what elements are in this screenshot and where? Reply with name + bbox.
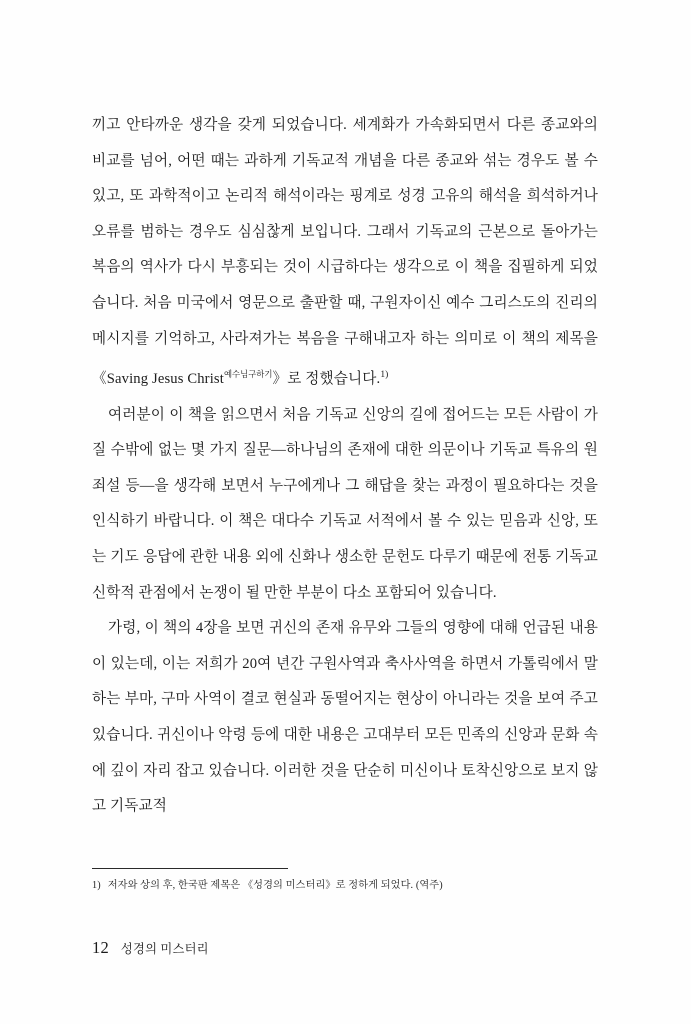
ruby-gloss-korean: 예수님구하기 [223,370,273,380]
paragraph-1 [92,108,598,398]
page-text-body [92,108,598,825]
running-title: 성경의 미스터리 [120,942,209,956]
footnote-number: 1) [92,880,101,891]
page-number: 12 [92,938,109,957]
footnote-body-text: 저자와 상의 후, 한국판 제목은 《성경의 미스터리》로 정하게 되었다. (역주) [107,880,443,891]
footnote-separator-rule [92,868,288,869]
footnote-reference-1[interactable]: 1) [380,370,389,381]
paragraph-1-text-part-1: 끼고 안타까운 생각을 갖게 되었습니다. 세계화가 가속화되면서 다른 종교와의 비교를 넘어, 어떤 때는 과하게 기독교적 개념을 다른 종교와 섞는 경우도 볼 수 있고, 또 과학적이고 논리적 해석이라는 핑계로 성경 고유의 해석을 희석하거나 오류를 범하는 경우도 심심찮게 보입니다. 그래서 기독교의 근본으로 돌아가는 복음의 역사가 다시 부흥되는 것이 시급하다는 생각으로 이 책을 집필하게 되었습니다. 처음 미국에서 영문으로 출판할 때, 구원자이신 예수 그리스도의 진리의 메시지를 기억하고, 사라져가는 복음을 구해내고자 하는 의미로 이 책의 제목을 《 [92,117,598,388]
footnote-entry-1 [92,878,598,893]
page-footer [92,938,598,958]
footnote-area [92,868,598,893]
paragraph-2: 여러분이 이 책을 읽으면서 처음 기독교 신앙의 길에 접어드는 모든 사람이 가질 수밖에 없는 몇 가지 질문―하나님의 존재에 대한 의문이나 기독교 특유의 원죄설 등―을 생각해 보면서 누구에게나 그 해답을 찾는 과정이 필요하다는 것을 인식하기 바랍니다. 이 책은 대다수 기독교 서적에서 볼 수 있는 믿음과 신앙, 또는 기도 응답에 관한 내용 외에 신화나 생소한 문헌도 다루기 때문에 전통 기독교 신학적 관점에서 논쟁이 될 만한 부분이 다소 포함되어 있습니다. [92,406,598,601]
paragraph-1-text-part-2: 》로 정했습니다. [272,371,381,388]
book-title-english: Saving Jesus Christ [106,371,224,388]
paragraph-3: 가령, 이 책의 4장을 보면 귀신의 존재 유무와 그들의 영향에 대해 언급된 내용이 있는데, 이는 저희가 20여 년간 구원사역과 축사사역을 하면서 가톨릭에서 말하는 부마, 구마 사역이 결코 현실과 동떨어지는 현상이 아니라는 것을 보여 주고 있습니다. 귀신이나 악령 등에 대한 내용은 고대부터 모든 민족의 신앙과 문화 속에 깊이 자리 잡고 있습니다. 이러한 것을 단순히 미신이나 토착신앙으로 보지 않고 기독교적 [92,620,598,815]
